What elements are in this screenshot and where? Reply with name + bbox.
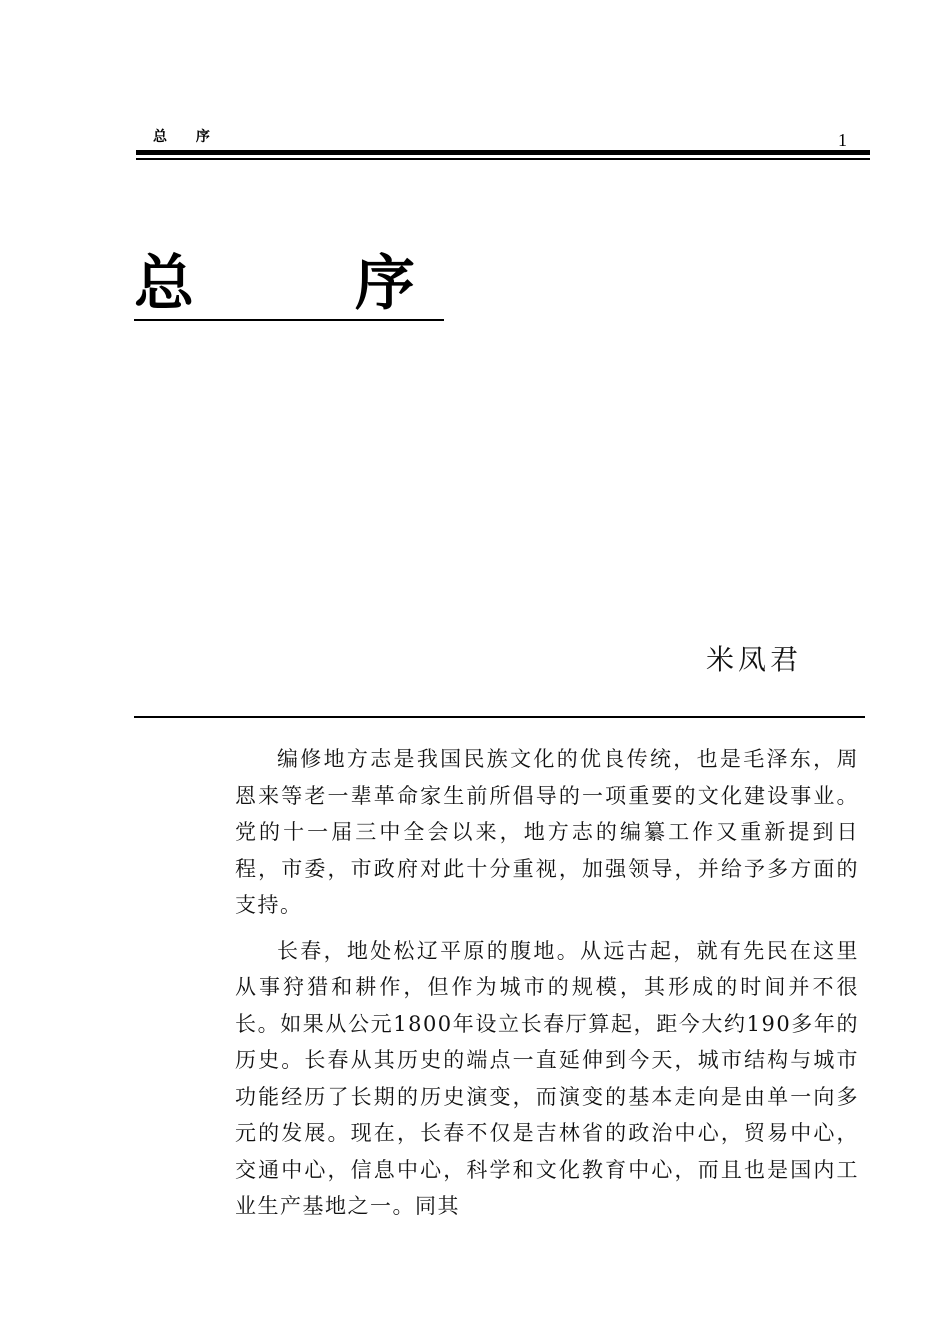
running-head-title: 总 序	[153, 129, 222, 145]
page-number: 1	[838, 130, 847, 150]
body-text	[235, 741, 859, 1225]
author-name: 米凤君	[706, 643, 803, 676]
body-paragraph-2: 长春，地处松辽平原的腹地。从远古起，就有先民在这里从事狩猎和耕作，但作为城市的规模，其形成的时间并不很长。如果从公元1800年设立长春厅算起，距今大约190多年的历史。长春从其历史的端点一直延伸到今天，城市结构与城市功能经历了长期的历史演变，而演变的基本走向是由单一向多元的发展。现在，长春不仅是吉林省的政治中心，贸易中心，交通中心，信息中心，科学和文化教育中心，而且也是国内工业生产基地之一。同其	[235, 938, 859, 1218]
header-rule-thin	[136, 158, 870, 160]
body-paragraph-1: 编修地方志是我国民族文化的优良传统，也是毛泽东，周恩来等老一辈革命家生前所倡导的一项重要的文化建设事业。党的十一届三中全会以来，地方志的编纂工作又重新提到日程，市委，市政府对此十分重视，加强领导，并给予多方面的支持。	[235, 747, 859, 917]
section-divider	[134, 716, 865, 718]
chapter-title: 总 序	[134, 249, 485, 319]
chapter-title-underline	[134, 319, 444, 321]
header-rule-thick	[136, 150, 870, 155]
